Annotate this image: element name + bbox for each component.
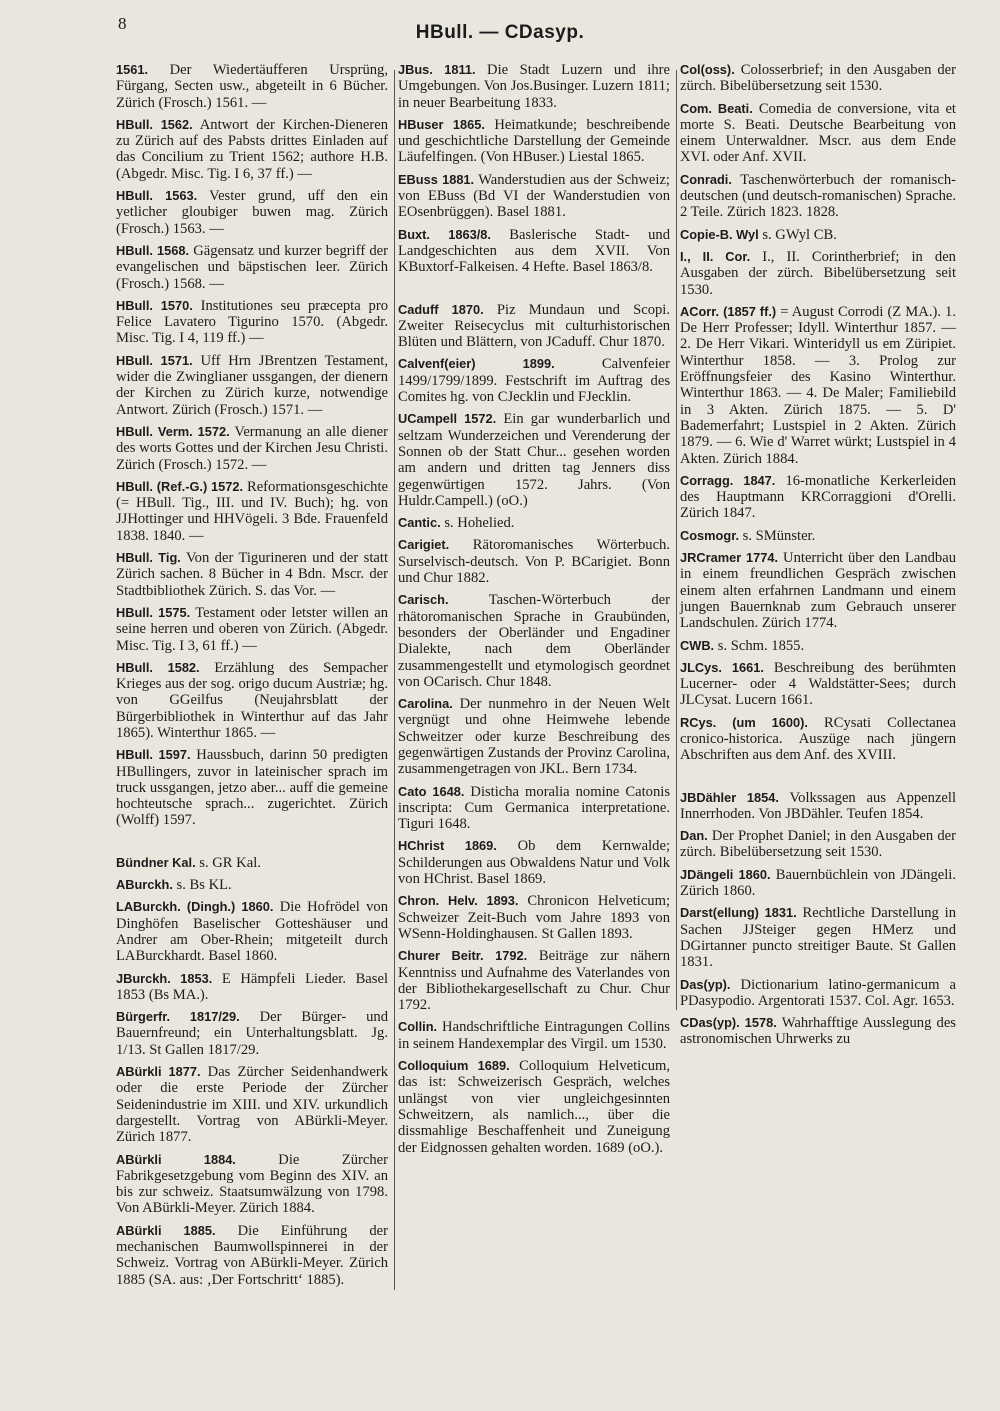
entry-abbreviation: JBurckh. 1853. <box>116 970 213 986</box>
entry-text: s. GWyl CB. <box>758 226 837 243</box>
bibliography-entry <box>398 948 670 1013</box>
entry-abbreviation: Darst(ellung) 1831. <box>680 905 797 921</box>
bibliography-entry <box>116 479 388 544</box>
bibliography-entry <box>116 1009 388 1058</box>
entry-abbreviation: Collin. <box>398 1019 438 1035</box>
entry-abbreviation: UCampell 1572. <box>398 411 497 427</box>
bibliography-entry <box>116 971 388 1004</box>
entry-abbreviation: Bürgerfr. 1817/29. <box>116 1009 240 1025</box>
bibliography-entry <box>398 838 670 887</box>
entry-text: Die Stadt Luzern und ihre Umgebungen. Von Jos.Businger. Luzern 1811; in neuer Bearbeitung 1833. <box>398 62 670 111</box>
bibliography-entry <box>398 696 670 777</box>
entry-text: Reformationsgeschichte (= HBull. Tig., III. und IV. Buch); hg. von JJHottinger und HHVögeli. 3 Bde. Frauenfeld 1838. 1840. — <box>116 478 388 544</box>
bibliography-entry <box>398 411 670 509</box>
entry-text: E Hämpfeli Lieder. Basel 1853 (Bs MA.). <box>116 970 388 1003</box>
bibliography-entry <box>680 790 956 823</box>
entry-abbreviation: ABürkli 1884. <box>116 1151 236 1167</box>
bibliography-entry <box>680 249 956 298</box>
entry-abbreviation: Das(yp). <box>680 976 731 992</box>
entry-text: Colosserbrief; in den Ausgaben der zürch. Bibelübersetzung seit 1530. <box>680 62 956 95</box>
bibliography-entry <box>116 855 388 871</box>
entry-text: s. SMünster. <box>739 527 816 544</box>
section-gap <box>116 835 388 855</box>
bibliography-entry <box>116 747 388 828</box>
entry-abbreviation: Carigiet. <box>398 537 450 553</box>
column-divider <box>394 70 395 1290</box>
entry-abbreviation: Caduff 1870. <box>398 301 484 317</box>
page-number: 8 <box>118 14 127 33</box>
entry-abbreviation: Carolina. <box>398 696 453 712</box>
bibliography-entry <box>116 243 388 292</box>
bibliography-entry <box>680 62 956 95</box>
bibliography-entry <box>398 893 670 942</box>
entry-abbreviation: HBull. 1568. <box>116 242 190 258</box>
entry-text: Taschenwörterbuch der romanisch-deutschen (und deutsch-romanischen) Sprache. 2 Teile. Zürich 1823. 1828. <box>680 171 956 221</box>
entry-abbreviation: Calvenf(eier) 1899. <box>398 356 555 372</box>
entry-abbreviation: HBull. 1562. <box>116 116 193 132</box>
entry-abbreviation: HBull. (Ref.-G.) 1572. <box>116 478 244 494</box>
entry-abbreviation: HBull. 1571. <box>116 352 193 368</box>
entry-text: Der Wiedertäufferen Ursprüng, Fürgang, Secten usw., abgeteilt in 6 Bücher. Zürich (Frosch.) 1561. — <box>116 62 388 111</box>
entry-abbreviation: Carisch. <box>398 592 449 608</box>
entry-abbreviation: ABurckh. <box>116 877 173 893</box>
bibliography-entry <box>680 550 956 631</box>
entry-text: Ein gar wunderbarlich und seltzam Wunderzeichen und Verenderung der Sonnen ob der Statt Chur... gesehen worden am andern und dritten tag Jenners diss gegenwürtigen 1572. Jahrs. (Von Huldr.Campell.) (oO.) <box>398 411 671 509</box>
bibliography-entry <box>116 605 388 654</box>
entry-abbreviation: Cantic. <box>398 515 441 531</box>
bibliography-entry <box>116 1152 388 1217</box>
entry-text: s. GR Kal. <box>195 854 261 871</box>
entry-text: Der nunmehro in der Neuen Welt vergnügt und ohne Heimwehe lebende Schweitzer oder kurze Beschreibung des gegenwärtigen Zustands der Provinz Carolina, zusammengetragen von JKL. Bern 1734. <box>398 696 670 778</box>
section-gap <box>680 770 956 790</box>
entry-text: Wahrhafftige Ausslegung des astronomischen Uhrwerks zu <box>680 1015 956 1048</box>
entry-abbreviation: Colloquium 1689. <box>398 1058 510 1074</box>
entry-abbreviation: HChrist 1869. <box>398 838 497 854</box>
entry-text: Disticha moralia nomine Catonis inscripta: Cum Germanica interpretatione. Tiguri 1648. <box>398 783 670 833</box>
entry-abbreviation: 1561. <box>116 62 149 77</box>
entry-abbreviation: Cosmogr. <box>680 527 740 543</box>
entry-abbreviation: HBull. Tig. <box>116 550 181 566</box>
entry-text: Beschreibung des berühmten Lucerner- oder 4 Waldstätter-Sees; durch JLCysat. Lucern 1661. <box>680 659 957 709</box>
bibliography-entry <box>398 784 670 833</box>
bibliography-entry <box>398 515 670 531</box>
entry-text: Ob dem Kernwalde; Schilderungen aus Obwaldens Natur und Volk von HChrist. Basel 1869. <box>398 838 671 888</box>
entry-abbreviation: HBull. 1563. <box>116 188 198 204</box>
bibliography-entry <box>680 660 956 709</box>
entry-abbreviation: Copie-B. Wyl <box>680 226 759 242</box>
bibliography-entry <box>116 1064 388 1145</box>
entry-text: Beiträge zur nähern Kenntniss und Aufnahme des Vaterlandes von der Bibliothekargesellschaft zu Chur. Chur 1792. <box>398 948 671 1014</box>
entry-abbreviation: HBull. 1570. <box>116 297 193 313</box>
bibliography-entry <box>398 1019 670 1052</box>
bibliography-entry <box>680 227 956 243</box>
entry-text: Das Zürcher Seidenhandwerk oder die erste Periode der Zürcher Seidenindustrie im XIII. und XIV. urkundlich dargestellt. Vortrag von ABürkli-Meyer. Zürich 1877. <box>116 1064 388 1146</box>
bibliography-entry <box>398 302 670 351</box>
bibliography-entry <box>116 550 388 599</box>
entry-text: s. Schm. 1855. <box>714 637 805 654</box>
entry-text: Taschen-Wörterbuch der rhätoromanischen Sprache in Graubünden, besonders der Oberländer und Engadiner Dialekte, nach dem Oberländer zusammengestellt und etymologisch geordnet von OCarisch. Chur 1848. <box>398 592 670 690</box>
bibliography-entry <box>680 715 956 764</box>
entry-text: Volkssagen aus Appenzell Innerrhoden. Von JBDähler. Teufen 1854. <box>680 789 957 822</box>
entry-abbreviation: HBuser 1865. <box>398 116 485 132</box>
entry-text: Haussbuch, darinn 50 predigten HBullingers, zuvor in lateinischer sprach im truck ussgangen, jetzo aber... auff die gemeine hochteutsche sprach... zugerichtet. Zürich (Wolff) 1597. <box>116 747 389 829</box>
entry-abbreviation: ABürkli 1885. <box>116 1222 216 1238</box>
entry-text: Colloquium Helveticum, das ist: Schweizerisch Gespräch, welches unlängst von vier ungleichgesinnten Schweitzern, als namlich..., über die dissmahlige Beschaffenheit und Zuneigung der Eidgnossen gehalten worden. 1689 (oO.). <box>398 1058 670 1156</box>
entry-abbreviation: Com. Beati. <box>680 100 753 116</box>
entry-abbreviation: JDängeli 1860. <box>680 866 771 882</box>
entry-text: Vermanung an alle diener des worts Gottes und der Kirchen Jesu Christi. Zürich (Frosch.) 1572. — <box>116 423 388 473</box>
bibliography-entry <box>116 298 388 347</box>
bibliography-entry <box>680 977 956 1010</box>
entry-abbreviation: Buxt. 1863/8. <box>398 226 491 242</box>
column-left <box>116 62 388 1294</box>
bibliography-entry <box>116 117 388 182</box>
entry-abbreviation: HBull. 1582. <box>116 659 200 675</box>
bibliography-entry <box>680 101 956 166</box>
entry-text: Der Prophet Daniel; in den Ausgaben der zürch. Bibelübersetzung seit 1530. <box>680 828 956 861</box>
bibliography-entry <box>398 592 670 690</box>
bibliography-entry <box>398 117 670 166</box>
entry-abbreviation: RCys. (um 1600). <box>680 714 808 730</box>
bibliography-entry <box>398 1058 670 1156</box>
entry-abbreviation: CWB. <box>680 637 715 653</box>
entry-text: Unterricht über den Landbau in einem freundlichen Gespräch zwischen einem alten erfahrnen Landmann und einem jungen Bauernknab zum Gebrauch unserer Landschulen. Zürich 1774. <box>680 550 956 632</box>
entry-abbreviation: JBus. 1811. <box>398 62 476 77</box>
entry-text: Rechtliche Darstellung in Sachen JJSteiger gegen HMerz und DGirtanner puncto streitiger Baute. St Gallen 1831. <box>680 905 957 971</box>
bibliography-entry <box>116 899 388 964</box>
entry-abbreviation: ACorr. (1857 ff.) <box>680 303 777 319</box>
entry-text: Dictionarium latino-germanicum a PDasypodio. Argentorati 1537. Col. Agr. 1653. <box>680 976 956 1009</box>
bibliography-entry <box>680 638 956 654</box>
bibliography-entry <box>116 188 388 237</box>
entry-abbreviation: HBull. Verm. 1572. <box>116 423 230 439</box>
entry-text: s. Hohelied. <box>440 515 515 532</box>
entry-abbreviation: HBull. 1597. <box>116 747 191 763</box>
entry-text: I., II. Corintherbrief; in den Ausgaben der zürch. Bibelübersetzung seit 1530. <box>680 248 956 298</box>
entry-abbreviation: JRCramer 1774. <box>680 550 779 566</box>
entry-abbreviation: CDas(yp). 1578. <box>680 1015 777 1031</box>
entry-text: Gägensatz und kurzer begriff der evangelischen und bäpstischen leer. Zürich (Frosch.) 1568. — <box>116 242 388 292</box>
entry-abbreviation: Churer Beitr. 1792. <box>398 948 528 964</box>
page-title: HBull. — CDasyp. <box>415 22 585 43</box>
entry-text: = August Corrodi (Z MA.). 1. De Herr Professer; Idyll. Winterthur 1857. — 2. De Herr Vikari. Winteridyll us em Züripiet. Winterthur 1858. — 3. Prolog zur Eröffnungsfeier des Kasino Winterthur. Winterthur 1863. — 4. De Maler; Familiebild in 3 Akten. Zürich 1875. — 5. D' Bademerfahrt; Lustspiel in 2 Akten. Zürich 1879. — 6. Wie d' Warret würkt; Lustspiel in 4 Akten. Zürich 1884. <box>680 303 956 467</box>
entry-text: Die Zürcher Fabrikgesetzgebung vom Beginn des XIV. an bis zur schweiz. Staatsumwälzung von 1798. Von ABürkli-Meyer. Zürich 1884. <box>116 1151 388 1217</box>
entry-abbreviation: Conradi. <box>680 171 732 187</box>
bibliography-entry <box>680 528 956 544</box>
entry-text: Calvenfeier 1499/1799/1899. Festschrift im Auftrag des Comites hg. von CJecklin und FJecklin. <box>398 356 670 406</box>
column-right <box>680 62 956 1054</box>
entry-abbreviation: Dan. <box>680 828 708 844</box>
bibliography-entry <box>680 1015 956 1048</box>
bibliography-entry <box>116 1223 388 1288</box>
bibliography-entry <box>116 353 388 418</box>
entry-text: Der Bürger- und Bauernfreund; ein Unterhaltungsblatt. Jg. 1/13. St Gallen 1817/29. <box>116 1009 388 1058</box>
bibliography-entry <box>116 424 388 473</box>
entry-text: Die Hofrödel von Dinghöfen Baselischer Gotteshäuser und Andrer am Ober-Rhein; mitgeteilt durch LABurckhardt. Basel 1860. <box>116 899 388 965</box>
bibliography-entry <box>398 356 670 405</box>
entry-abbreviation: JBDähler 1854. <box>680 789 779 805</box>
entry-text: Wanderstudien aus der Schweiz; von EBuss (Bd VI der Wanderstudien von EOsenbrüggen). Basel 1881. <box>398 171 670 221</box>
entry-text: RCysati Collectanea cronico-historica. Auszüge nach jüngern Abschriften aus dem Anf. des XVIII. <box>680 714 956 764</box>
entry-text: Baslerische Stadt- und Landgeschichten aus dem XVII. Von KBuxtorf-Falkeisen. 4 Hefte. Basel 1863/8. <box>398 226 671 276</box>
entry-text: Erzählung des Sempacher Krieges aus der sog. origo ducum Austriæ; hg. von GGeilfus (Neujahrsblatt der Bürgerbibliothek in Winterthur auf das Jahr 1865). Winterthur 1865. — <box>116 659 388 741</box>
entry-abbreviation: LABurckh. (Dingh.) 1860. <box>116 899 274 915</box>
entry-text: Heimatkunde; beschreibende und geschichtliche Darstellung der Gemeinde Läufelfingen. (Von HBuser.) Liestal 1865. <box>398 116 671 166</box>
bibliography-entry <box>116 660 388 741</box>
entry-abbreviation: Col(oss). <box>680 62 735 77</box>
entry-text: Antwort der Kirchen-Dieneren zu Zürich auf des Pabsts drittes Einladen auf das Concilium zu Trient 1562; authore H.B. (Abgedr. Misc. Tig. I 6, 37 ff.) — <box>116 116 388 182</box>
entry-text: Die Einführung der mechanischen Baumwollspinnerei in der Schweiz. Vortrag von ABürkli-Meyer. Zürich 1885 (SA. aus: ‚Der Fortschritt‘ 1885). <box>116 1222 389 1288</box>
entry-abbreviation: EBuss 1881. <box>398 171 475 187</box>
entry-text: Rätoromanisches Wörterbuch. Surselvisch-deutsch. Von P. BCarigiet. Bonn und Chur 1882. <box>398 537 670 587</box>
entry-text: Uff Hrn JBrentzen Testament, wider die Zwinglianer ussgangen, der dienern der Kirchen zu Zürich kurze, notwendige Antwort. Zürich (Frosch.) 1571. — <box>116 352 388 418</box>
entry-text: Handschriftliche Eintragungen Collins in seinem Handexemplar des Virgil. um 1530. <box>398 1019 670 1052</box>
bibliography-entry <box>398 62 670 111</box>
entry-text: Chronicon Helveticum; Schweizer Zeit-Buch vom Jahre 1893 von WSenn-Holdinghausen. St Gallen 1893. <box>398 893 671 942</box>
entry-text: Comedia de conversione, vita et morte S. Beati. Deutsche Bearbeitung von einem Unterwaldner. Mscr. aus dem Ende XVI. oder Anf. XVII. <box>680 100 956 166</box>
bibliography-entry <box>398 172 670 221</box>
entry-abbreviation: HBull. 1575. <box>116 604 191 620</box>
bibliography-entry <box>398 227 670 276</box>
column-middle <box>398 62 670 1162</box>
entry-text: Piz Mundaun und Scopi. Zweiter Reisecyclus mit culturhistorischen Blüten und Blättern, von JCaduff. Chur 1870. <box>398 301 670 351</box>
entry-text: s. Bs KL. <box>172 877 232 894</box>
bibliography-entry <box>680 304 956 467</box>
bibliography-entry <box>680 905 956 970</box>
bibliography-entry <box>680 473 956 522</box>
bibliography-entry <box>680 172 956 221</box>
bibliography-entry <box>680 828 956 861</box>
entry-abbreviation: I., II. Cor. <box>680 248 751 264</box>
entry-text: Bauernbüchlein von JDängeli. Zürich 1860. <box>680 866 956 900</box>
entry-abbreviation: Chron. Helv. 1893. <box>398 893 519 909</box>
bibliography-entry <box>680 867 956 900</box>
entry-abbreviation: Corragg. 1847. <box>680 472 776 488</box>
column-divider <box>676 70 677 1010</box>
entry-abbreviation: JLCys. 1661. <box>680 659 764 675</box>
bibliography-entry <box>398 537 670 586</box>
entry-text: Testament oder letster willen an seine herren und oberen von Zürich. (Abgedr. Misc. Tig. I 3, 61 ff.) — <box>116 604 389 654</box>
entry-text: 16-monatliche Kerkerleiden des Hauptmann KRCorraggioni d'Orelli. Zürich 1847. <box>680 472 957 522</box>
entry-text: Vester grund, uff den ein yetlicher gloubiger buwen mag. Zürich (Frosch.) 1563. — <box>116 188 388 237</box>
entry-text: Institutiones seu præcepta pro Felice Lavatero Tigurino 1570. (Abgedr. Misc. Tig. I 4, 119 ff.) — <box>116 297 389 347</box>
entry-abbreviation: Bündner Kal. <box>116 854 196 870</box>
section-gap <box>398 282 670 302</box>
bibliography-entry <box>116 62 388 111</box>
entry-abbreviation: ABürkli 1877. <box>116 1064 201 1080</box>
entry-abbreviation: Cato 1648. <box>398 783 465 799</box>
entry-text: Von der Tigurineren und der statt Zürich sachen. 8 Bücher in 4 Bdn. Mscr. der Stadtbibliothek Zürich. S. das Vor. — <box>116 550 388 599</box>
bibliography-entry <box>116 877 388 893</box>
